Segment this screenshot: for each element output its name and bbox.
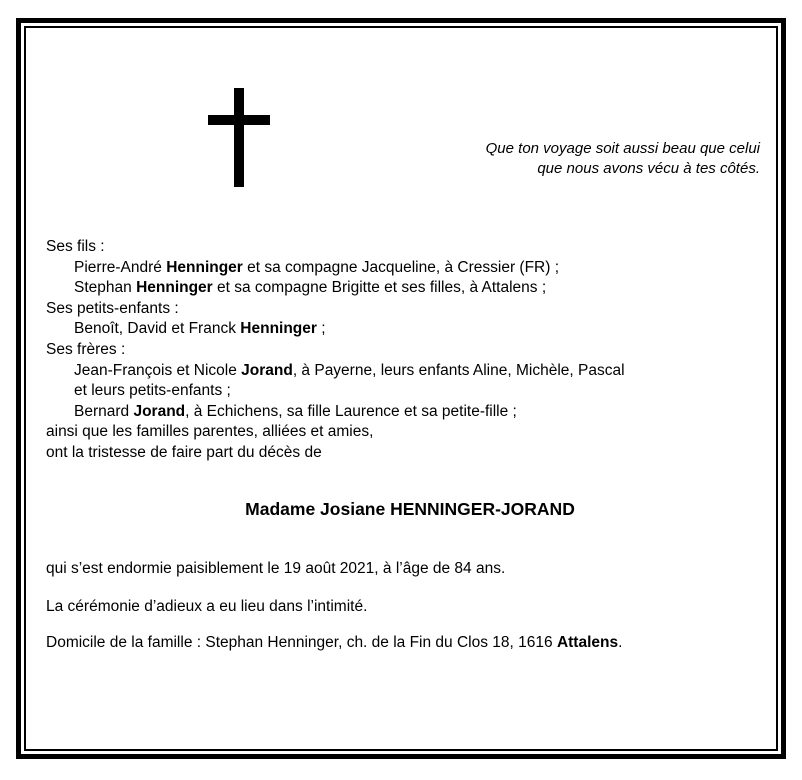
text-segment: qui s’est endormie paisiblement le 19 août 2021, à l’âge de 84 ans.: [46, 560, 506, 577]
text-segment: Jean-François et Nicole: [74, 361, 242, 379]
bold-text-segment: Henninger: [240, 320, 317, 338]
text-segment: et sa compagne Jacqueline, à Cressier (FR) ;: [242, 258, 560, 276]
text-segment: La cérémonie d’adieux a eu lieu dans l’intimité.: [46, 598, 368, 615]
text-segment: ;: [316, 320, 326, 338]
text-segment: Stephan: [74, 279, 137, 297]
text-segment: .: [618, 634, 623, 651]
ceremony-line: [46, 597, 367, 617]
family-line: [46, 422, 625, 443]
text-segment: Bernard: [74, 402, 134, 420]
family-line: [46, 443, 625, 464]
text-segment: ont la tristesse de faire part du décès de: [46, 443, 322, 461]
memorial-quote: [486, 139, 760, 178]
family-address-line: [46, 633, 622, 653]
family-line: [46, 278, 625, 299]
family-line: [46, 402, 625, 423]
text-segment: ainsi que les familles parentes, alliées et amies,: [46, 423, 374, 441]
family-line: [46, 319, 625, 340]
family-line: [46, 361, 625, 382]
bold-text-segment: Henninger: [166, 258, 243, 276]
text-segment: , à Echichens, sa fille Laurence et sa petite-fille ;: [185, 402, 517, 420]
family-line: [46, 258, 625, 279]
death-notice-line: [46, 559, 505, 579]
text-segment: Pierre-André: [74, 258, 167, 276]
bold-text-segment: Henninger: [136, 279, 213, 297]
family-line: [46, 381, 625, 402]
text-segment: Benoît, David et Franck: [74, 320, 241, 338]
bold-text-segment: Jorand: [241, 361, 293, 379]
cross-horizontal-bar: [208, 115, 270, 125]
text-segment: Domicile de la famille : Stephan Henninger, ch. de la Fin du Clos 18, 1616: [46, 634, 557, 651]
quote-line-2: que nous avons vécu à tes côtés.: [537, 159, 760, 177]
bold-text-segment: Jorand: [133, 402, 186, 420]
family-line: [46, 237, 625, 258]
text-segment: Ses frères :: [46, 340, 126, 358]
deceased-name: Madame Josiane HENNINGER-JORAND: [245, 499, 575, 519]
bold-text-segment: Attalens: [556, 634, 619, 651]
text-segment: et sa compagne Brigitte et ses filles, à Attalens ;: [212, 279, 547, 297]
cross-vertical-bar: [234, 88, 244, 187]
text-segment: Ses fils :: [46, 238, 105, 255]
text-segment: Ses petits-enfants :: [46, 299, 179, 317]
text-segment: , à Payerne, leurs enfants Aline, Michèle, Pascal: [292, 361, 625, 379]
family-list: [46, 237, 625, 464]
quote-line-1: Que ton voyage soit aussi beau que celui: [485, 140, 760, 157]
family-line: [46, 340, 625, 361]
text-segment: et leurs petits-enfants ;: [74, 382, 231, 400]
cross-icon: [208, 88, 270, 187]
family-line: [46, 299, 625, 320]
